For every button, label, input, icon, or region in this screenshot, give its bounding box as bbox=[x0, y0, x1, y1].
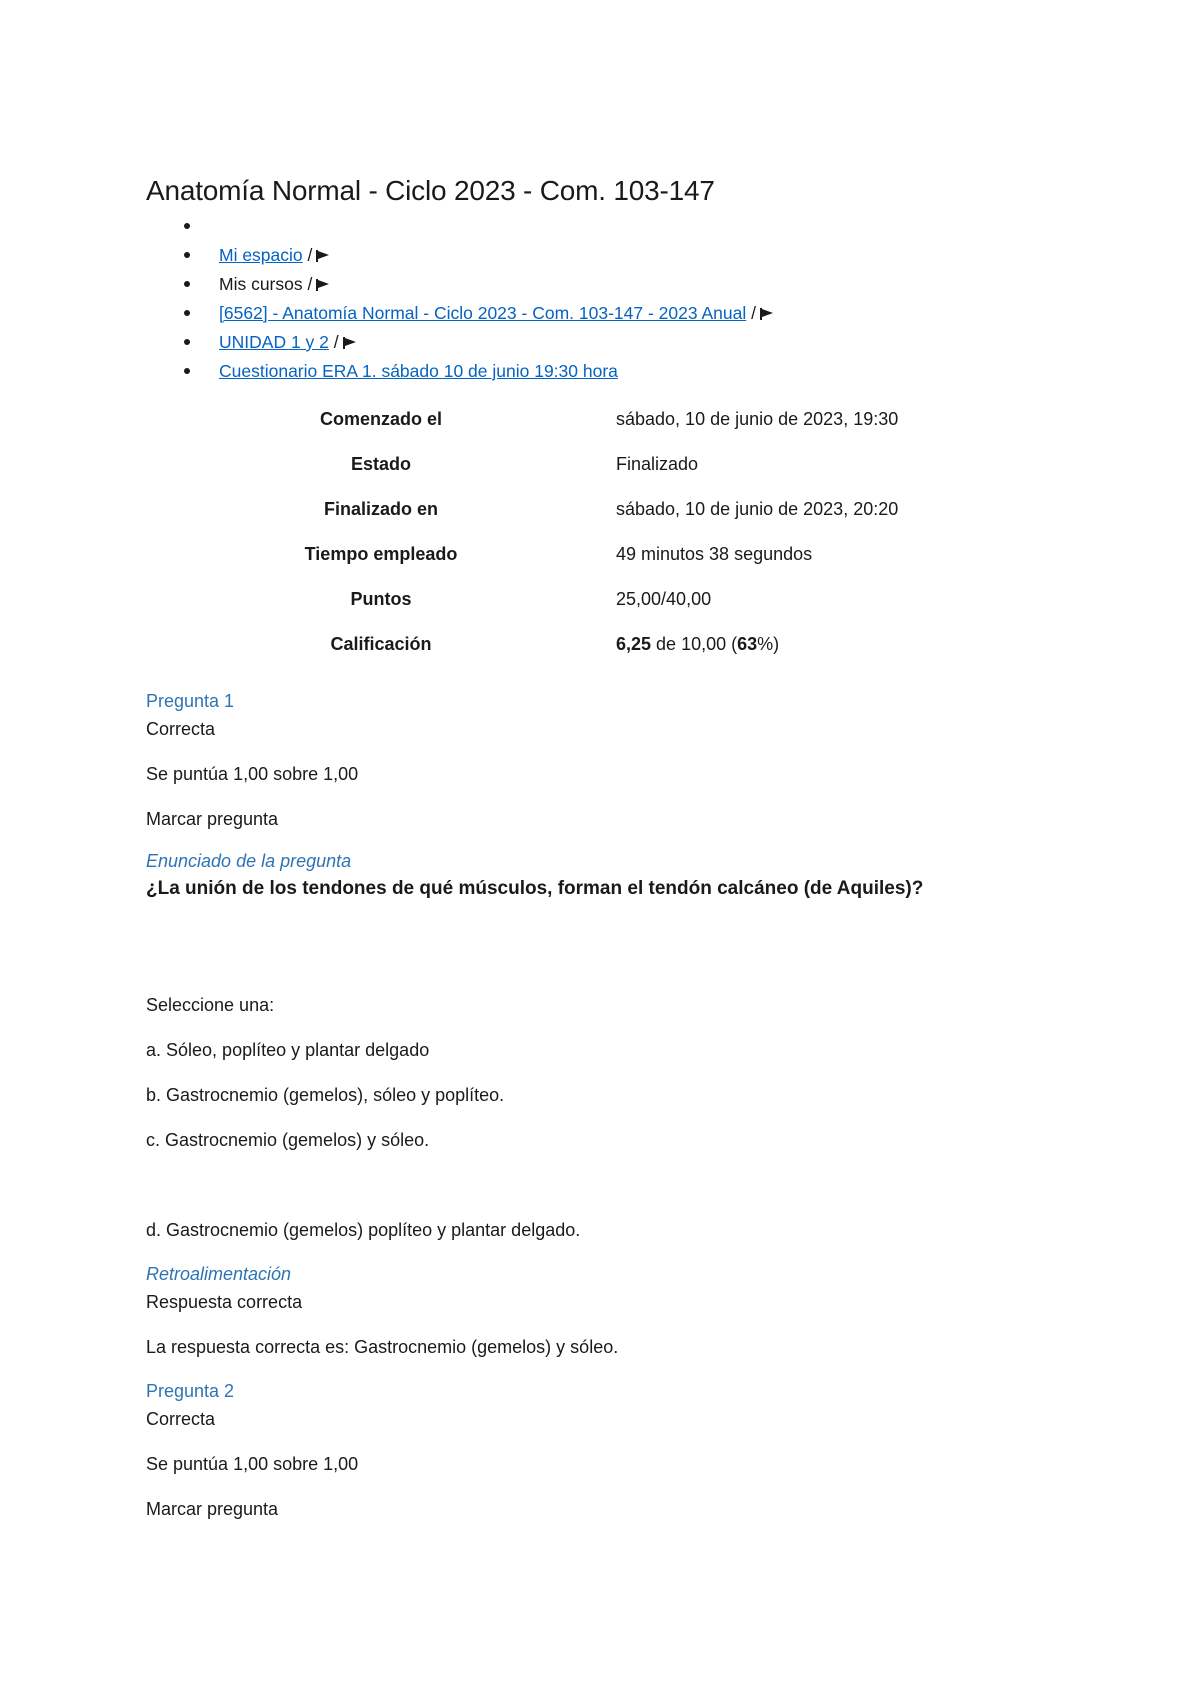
breadcrumb-separator: / bbox=[751, 303, 756, 323]
flag-icon bbox=[343, 337, 357, 349]
question-1-select-label: Seleccione una: bbox=[146, 995, 275, 1015]
question-1-flag[interactable]: Marcar pregunta bbox=[146, 809, 279, 829]
breadcrumb-item-cuestionario bbox=[219, 357, 1066, 386]
breadcrumb-link-mi-espacio[interactable]: Mi espacio bbox=[219, 245, 303, 265]
attempt-summary-table bbox=[146, 397, 898, 667]
summary-key: Tiempo empleado bbox=[304, 544, 458, 564]
breadcrumb-item-mi-espacio bbox=[219, 241, 1066, 270]
page-title: Anatomía Normal - Ciclo 2023 - Com. 103-147 bbox=[146, 175, 715, 206]
summary-row-points bbox=[146, 577, 898, 622]
breadcrumb-separator: / bbox=[307, 245, 313, 265]
breadcrumb-item-unidad bbox=[219, 328, 1066, 357]
question-1-feedback-status: Respuesta correcta bbox=[146, 1292, 303, 1312]
summary-row-grade bbox=[146, 622, 898, 667]
breadcrumb-item-mis-cursos bbox=[219, 270, 1066, 299]
summary-value: sábado, 10 de junio de 2023, 20:20 bbox=[616, 499, 899, 519]
question-1-feedback-answer: La respuesta correcta es: Gastrocnemio (gemelos) y sóleo. bbox=[146, 1337, 619, 1357]
question-2-score: Se puntúa 1,00 sobre 1,00 bbox=[146, 1454, 359, 1474]
summary-row-time bbox=[146, 532, 898, 577]
breadcrumb-separator: / bbox=[307, 274, 313, 294]
question-1-option-c[interactable]: c. Gastrocnemio (gemelos) y sóleo. bbox=[146, 1130, 430, 1150]
summary-value: sábado, 10 de junio de 2023, 19:30 bbox=[616, 409, 899, 429]
flag-icon bbox=[760, 308, 774, 320]
document-page bbox=[146, 170, 1066, 1523]
breadcrumb-item-course bbox=[219, 299, 1066, 328]
question-1-text: ¿La unión de los tendones de qué músculos, forman el tendón calcáneo (de Aquiles)? bbox=[146, 878, 924, 899]
summary-row-started bbox=[146, 397, 898, 442]
grade-end: %) bbox=[757, 634, 780, 654]
question-1-label: Pregunta 1 bbox=[146, 691, 235, 711]
question-2-flag[interactable]: Marcar pregunta bbox=[146, 1499, 279, 1519]
breadcrumb-link-unidad[interactable]: UNIDAD 1 y 2 bbox=[219, 332, 329, 352]
question-1-option-a[interactable]: a. Sóleo, poplíteo y plantar delgado bbox=[146, 1040, 430, 1060]
question-1-feedback-label: Retroalimentación bbox=[146, 1264, 292, 1284]
summary-row-finished bbox=[146, 487, 898, 532]
question-2-status: Correcta bbox=[146, 1409, 216, 1429]
flag-icon bbox=[316, 279, 330, 291]
summary-value: 25,00/40,00 bbox=[616, 589, 712, 609]
summary-key: Finalizado en bbox=[323, 499, 438, 519]
breadcrumb bbox=[146, 212, 1066, 386]
summary-key: Comenzado el bbox=[319, 409, 443, 429]
summary-key: Estado bbox=[350, 454, 411, 474]
question-1-status: Correcta bbox=[146, 719, 216, 739]
summary-value: Finalizado bbox=[616, 454, 699, 474]
summary-row-state bbox=[146, 442, 898, 487]
breadcrumb-separator: / bbox=[333, 332, 339, 352]
breadcrumb-link-cuestionario[interactable]: Cuestionario ERA 1. sábado 10 de junio 19:30 hora bbox=[219, 361, 618, 381]
summary-key: Calificación bbox=[330, 634, 432, 654]
question-1-score: Se puntúa 1,00 sobre 1,00 bbox=[146, 764, 359, 784]
summary-value bbox=[616, 622, 898, 667]
question-2-label: Pregunta 2 bbox=[146, 1381, 235, 1401]
summary-value: 49 minutos 38 segundos bbox=[616, 544, 813, 564]
grade-percent: 63 bbox=[737, 634, 758, 654]
grade-of: de 10,00 ( bbox=[651, 634, 738, 654]
breadcrumb-item-empty bbox=[219, 212, 1066, 241]
question-1-option-b[interactable]: b. Gastrocnemio (gemelos), sóleo y poplíteo. bbox=[146, 1085, 505, 1105]
question-1-option-d[interactable]: d. Gastrocnemio (gemelos) poplíteo y plantar delgado. bbox=[146, 1220, 581, 1240]
breadcrumb-link-course[interactable]: [6562] - Anatomía Normal - Ciclo 2023 - Com. 103-147 - 2023 Anual bbox=[219, 303, 747, 323]
summary-key: Puntos bbox=[350, 589, 412, 609]
breadcrumb-label-mis-cursos: Mis cursos bbox=[219, 274, 303, 294]
flag-icon bbox=[316, 250, 330, 262]
grade-score: 6,25 bbox=[616, 634, 652, 654]
question-1-statement-label: Enunciado de la pregunta bbox=[146, 851, 352, 871]
